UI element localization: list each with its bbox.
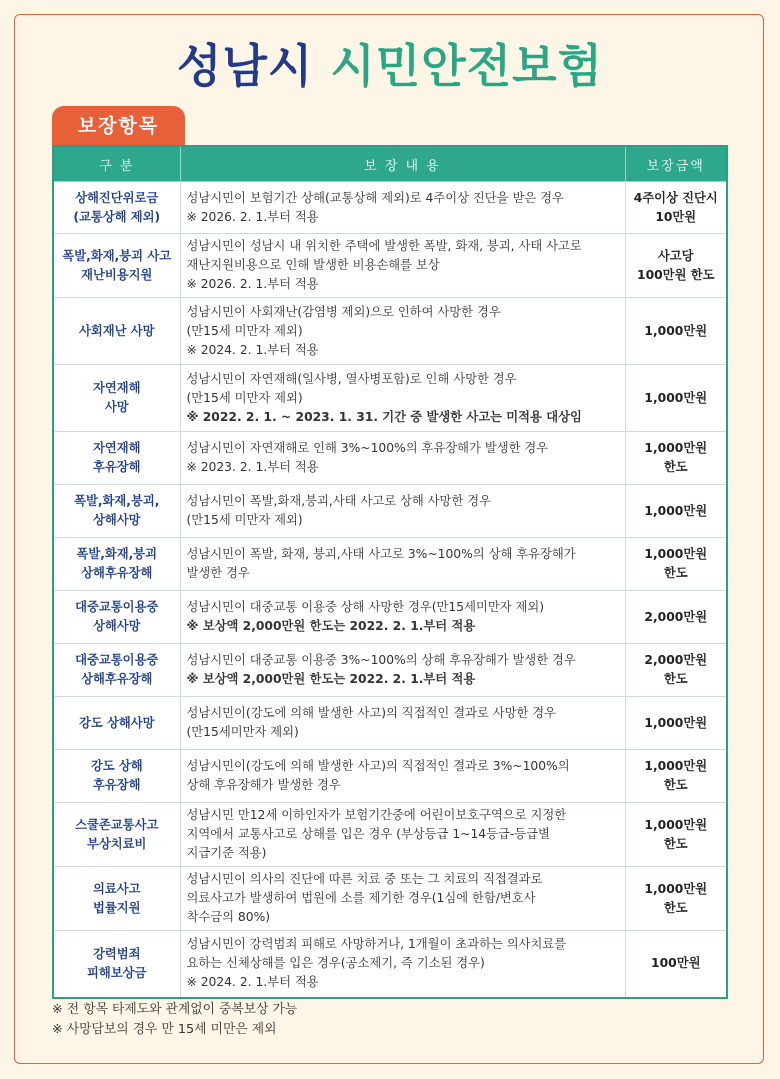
coverage-table — [52, 145, 728, 999]
amount-cell — [625, 538, 727, 591]
amount-line: 100만원 한도 — [637, 267, 715, 282]
category-cell — [53, 644, 180, 697]
amount-line: 한도 — [663, 836, 688, 851]
table-row — [53, 485, 727, 538]
table-row — [53, 803, 727, 867]
header-description: 보 장 내 용 — [180, 146, 625, 182]
category-cell — [53, 591, 180, 644]
description-line: ※ 보상액 2,000만원 한도는 2022. 2. 1.부터 적용 — [186, 619, 476, 633]
description-line: 성남시민이 자연재해로 인해 3%~100%의 후유장해가 발생한 경우 — [186, 441, 549, 455]
category-cell — [53, 697, 180, 750]
description-line: 성남시민이 강력범죄 피해로 사망하거나, 1개월이 초과하는 의사치료를 — [186, 937, 567, 952]
category-cell — [53, 803, 180, 867]
footnotes — [52, 1000, 297, 1040]
category-cell — [53, 750, 180, 803]
amount-line: 사고당 — [657, 248, 694, 263]
table-row — [53, 644, 727, 697]
table-row — [53, 234, 727, 298]
description-line: 성남시민이(강도에 의해 발생한 사고)의 직접적인 결과로 3%~100%의 — [186, 759, 570, 773]
amount-line: 1,000만원 — [644, 547, 708, 561]
description-cell — [180, 485, 625, 538]
amount-line: 한도 — [663, 566, 688, 580]
amount-cell — [625, 298, 727, 365]
description-line: (만15세 미만자 제외) — [186, 323, 303, 338]
description-line: 성남시민이 폭발,화재,붕괴,사태 사고로 상해 사망한 경우 — [186, 494, 491, 508]
category-cell — [53, 432, 180, 485]
description-line: (만15세미만자 제외) — [186, 725, 299, 739]
description-line: 성남시민이 보험기간 상해(교통상해 제외)로 4주이상 진단을 받은 경우 — [186, 190, 564, 205]
category-line: 재난비용지원 — [81, 267, 153, 282]
description-cell — [180, 365, 625, 432]
category-line: 자연재해 — [92, 381, 141, 395]
table-row — [53, 697, 727, 750]
amount-cell — [625, 432, 727, 485]
title-program: 시민안전보험 — [330, 39, 603, 93]
category-cell — [53, 538, 180, 591]
description-line: 상해 후유장해가 발생한 경우 — [186, 778, 341, 792]
description-line: 요하는 신체상해를 입은 경우(공소제기, 즉 기소된 경우) — [186, 956, 485, 971]
description-line: (만15세 미만자 제외) — [186, 513, 303, 527]
category-cell — [53, 867, 180, 931]
category-line: 상해사망 — [92, 619, 141, 633]
amount-line: 1,000만원 — [644, 441, 708, 455]
category-cell — [53, 182, 180, 234]
description-cell — [180, 182, 625, 234]
amount-line: 1,000만원 — [644, 323, 708, 338]
description-cell — [180, 750, 625, 803]
category-cell — [53, 365, 180, 432]
description-line: 성남시민이(강도에 의해 발생한 사고)의 직접적인 결과로 사망한 경우 — [186, 706, 557, 720]
amount-line: 1,000만원 — [644, 881, 708, 896]
description-line: 성남시민이 폭발, 화재, 붕괴,사태 사고로 3%~100%의 상해 후유장해가 — [186, 547, 576, 561]
amount-line: 1,000만원 — [644, 715, 708, 730]
table-row — [53, 750, 727, 803]
description-cell — [180, 432, 625, 485]
category-line: 폭발,화재,붕괴, — [74, 494, 160, 508]
amount-line: 1,000만원 — [644, 759, 708, 773]
description-line: 성남시민이 성남시 내 위치한 주택에 발생한 폭발, 화재, 붕괴, 사태 사고로 — [186, 239, 582, 253]
amount-line: 4주이상 진단시 — [633, 190, 718, 205]
category-line: 대중교통이용중 — [75, 600, 159, 614]
amount-line: 한도 — [663, 460, 688, 474]
description-cell — [180, 538, 625, 591]
description-cell — [180, 591, 625, 644]
header-amount: 보장금액 — [625, 146, 727, 182]
category-line: 폭발,화재,붕괴 — [76, 547, 158, 561]
amount-cell — [625, 234, 727, 298]
description-line: 성남시민이 자연재해(일사병, 열사병포함)로 인해 사망한 경우 — [186, 371, 517, 386]
table-row — [53, 298, 727, 365]
amount-cell — [625, 867, 727, 931]
table-body — [53, 182, 727, 998]
category-cell — [53, 298, 180, 365]
category-line: 법률지원 — [92, 900, 141, 915]
description-line: ※ 2022. 2. 1. ~ 2023. 1. 31. 기간 중 발생한 사고는 미적용 대상임 — [186, 409, 582, 424]
footnote: ※ 사망담보의 경우 만 15세 미만은 제외 — [52, 1022, 277, 1037]
amount-line: 한도 — [663, 900, 688, 915]
category-line: 상해사망 — [92, 513, 141, 527]
amount-line: 2,000만원 — [644, 653, 708, 667]
description-cell — [180, 298, 625, 365]
category-line: 상해진단위로금 — [75, 190, 159, 205]
amount-cell — [625, 365, 727, 432]
amount-cell — [625, 750, 727, 803]
category-line: 폭발,화재,붕괴 사고 — [62, 248, 172, 263]
description-line: 발생한 경우 — [186, 566, 250, 580]
description-cell — [180, 931, 625, 998]
category-line: 스쿨존교통사고 — [75, 817, 159, 832]
amount-cell — [625, 644, 727, 697]
description-cell — [180, 867, 625, 931]
description-line: ※ 2023. 2. 1.부터 적용 — [186, 460, 319, 474]
description-line: ※ 2026. 2. 1.부터 적용 — [186, 277, 319, 291]
description-line: 재난지원비용으로 인해 발생한 비용손해를 보상 — [186, 258, 440, 272]
category-line: 사망 — [104, 400, 129, 414]
table-row — [53, 931, 727, 998]
description-line: 지역에서 교통사고로 상해를 입은 경우 (부상등급 1~14등급-등급별 — [186, 827, 550, 841]
category-line: 부상치료비 — [87, 836, 147, 851]
amount-line: 2,000만원 — [644, 609, 708, 624]
amount-cell — [625, 931, 727, 998]
amount-line: 10만원 — [655, 209, 697, 224]
amount-line: 1,000만원 — [644, 817, 708, 832]
category-cell — [53, 931, 180, 998]
amount-line: 1,000만원 — [644, 503, 708, 518]
amount-cell — [625, 803, 727, 867]
amount-line: 100만원 — [651, 956, 701, 971]
category-line: (교통상해 제외) — [73, 209, 161, 224]
table-row — [53, 432, 727, 485]
amount-line: 한도 — [663, 672, 688, 686]
amount-cell — [625, 697, 727, 750]
description-line: ※ 2024. 2. 1.부터 적용 — [186, 342, 319, 357]
header-category: 구 분 — [53, 146, 180, 182]
table-row — [53, 365, 727, 432]
description-line: 성남시민이 의사의 진단에 따른 치료 중 또는 그 치료의 직접결과로 — [186, 872, 543, 886]
description-line: 성남시민이 사회재난(감염병 제외)으로 인하여 사망한 경우 — [186, 304, 501, 319]
description-line: 성남시민이 대중교통 이용중 상해 사망한 경우(만15세미만자 제외) — [186, 600, 545, 614]
table-header-row — [53, 146, 727, 182]
category-line: 후유장해 — [92, 460, 141, 474]
category-line: 대중교통이용중 — [75, 653, 159, 667]
category-line: 강도 상해 — [90, 759, 143, 773]
description-line: ※ 보상액 2,000만원 한도는 2022. 2. 1.부터 적용 — [186, 672, 476, 686]
description-cell — [180, 697, 625, 750]
table-row — [53, 591, 727, 644]
category-line: 상해후유장해 — [81, 672, 153, 686]
category-line: 상해후유장해 — [81, 566, 153, 580]
description-line: 성남시민이 대중교통 이용중 3%~100%의 상해 후유장해가 발생한 경우 — [186, 653, 576, 667]
category-line: 피해보상금 — [87, 965, 147, 980]
category-line: 사회재난 사망 — [78, 323, 155, 338]
category-line: 강도 상해사망 — [78, 715, 155, 730]
amount-line: 1,000만원 — [644, 390, 708, 405]
description-cell — [180, 644, 625, 697]
amount-line: 한도 — [663, 778, 688, 792]
description-line: (만15세 미만자 제외) — [186, 390, 303, 405]
description-line: ※ 2024. 2. 1.부터 적용 — [186, 975, 319, 990]
category-cell — [53, 485, 180, 538]
footnote: ※ 전 항목 타제도와 관계없이 중복보상 가능 — [52, 1002, 298, 1017]
category-cell — [53, 234, 180, 298]
description-line: ※ 2026. 2. 1.부터 적용 — [186, 209, 319, 224]
category-line: 후유장해 — [92, 778, 141, 792]
description-line: 착수금의 80%) — [186, 910, 271, 924]
amount-cell — [625, 591, 727, 644]
category-line: 자연재해 — [92, 441, 141, 455]
category-line: 의료사고 — [92, 881, 141, 896]
table-row — [53, 867, 727, 931]
table-row — [53, 182, 727, 234]
table-row — [53, 538, 727, 591]
description-cell — [180, 803, 625, 867]
description-line: 의료사고가 발생하여 법원에 소를 제기한 경우(1심에 한함/변호사 — [186, 891, 536, 905]
amount-cell — [625, 485, 727, 538]
amount-cell — [625, 182, 727, 234]
page-title — [0, 30, 780, 96]
category-line: 강력범죄 — [92, 946, 141, 961]
title-city: 성남시 — [177, 39, 314, 93]
description-line: 지급기준 적용) — [186, 846, 267, 860]
description-cell — [180, 234, 625, 298]
section-badge: 보장항목 — [52, 106, 185, 148]
description-line: 성남시민 만12세 이하인자가 보험기간중에 어린이보호구역으로 지정한 — [186, 808, 567, 822]
